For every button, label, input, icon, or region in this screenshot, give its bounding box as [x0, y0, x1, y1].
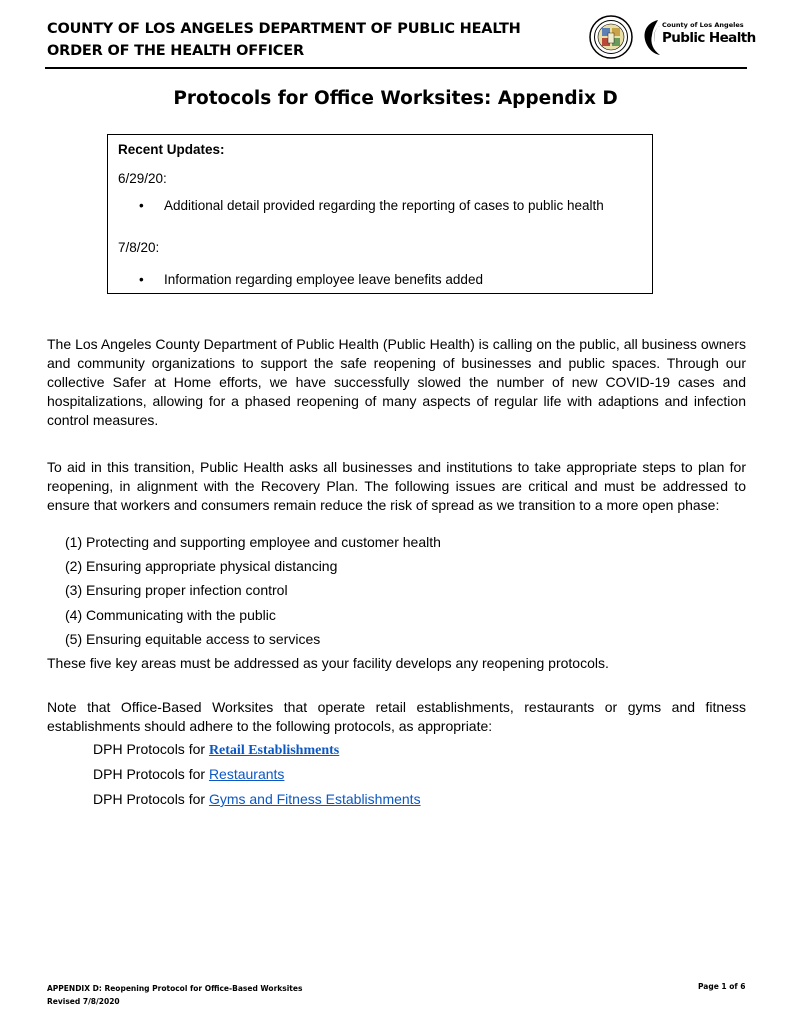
retail-establishments-link[interactable]: Retail Establishments — [208, 743, 340, 758]
protocol-line-restaurants — [93, 766, 284, 782]
protocol-prefix: DPH Protocols for — [93, 766, 209, 782]
header-line-2: ORDER OF THE HEALTH OFFICER — [47, 43, 304, 59]
transition-paragraph: To aid in this transition, Public Health asks all businesses and institutions to take appropriate steps to plan for reopening, in alignment with the Recovery Plan. The following issues are critical and must be addressed to ensure that workers and consumers remain reduce the risk of spread as we transition to a more open phase: — [47, 459, 746, 513]
footer-revised-date: Revised 7/8/2020 — [47, 997, 120, 1006]
restaurants-link[interactable]: Restaurants — [208, 766, 285, 782]
protocol-line-gyms — [93, 791, 421, 807]
footer-appendix-title: APPENDIX D: Reopening Protocol for Office-Based Worksites — [47, 984, 303, 993]
logo-public-health-text: Public Health — [662, 30, 756, 46]
header-line-1: COUNTY OF LOS ANGELES DEPARTMENT OF PUBLIC HEALTH — [47, 21, 521, 37]
page-title: Protocols for Office Worksites: Appendix D — [173, 88, 618, 109]
key-area-item: (5) Ensuring equitable access to services — [65, 631, 321, 647]
update-date: 7/8/20: — [118, 240, 160, 255]
update-date: 6/29/20: — [118, 171, 167, 186]
recent-updates-box — [107, 134, 653, 294]
page-number: Page 1 of 6 — [698, 982, 746, 991]
note-paragraph: Note that Office-Based Worksites that operate retail establishments, restaurants or gyms and fitness establishments should adhere to the following protocols, as appropriate: — [47, 699, 746, 734]
county-seal-icon — [589, 15, 633, 59]
key-area-item: (4) Communicating with the public — [65, 607, 276, 623]
update-bullet-text: Additional detail provided regarding the reporting of cases to public health — [164, 198, 604, 213]
key-area-item: (1) Protecting and supporting employee and customer health — [65, 534, 441, 550]
recent-updates-label: Recent Updates: — [118, 142, 225, 157]
protocol-line-retail — [93, 741, 339, 759]
logo-county-text: County of Los Angeles — [662, 21, 744, 29]
header-divider — [45, 67, 747, 69]
key-areas-sentence: These five key areas must be addressed as your facility develops any reopening protocols. — [47, 655, 609, 671]
key-area-item: (3) Ensuring proper infection control — [65, 582, 288, 598]
protocol-prefix: DPH Protocols for — [93, 791, 209, 807]
footer-left — [47, 982, 302, 1008]
bullet-icon: • — [139, 198, 144, 213]
update-bullet-text: Information regarding employee leave benefits added — [164, 272, 483, 287]
key-area-item: (2) Ensuring appropriate physical distancing — [65, 558, 338, 574]
protocol-prefix: DPH Protocols for — [93, 741, 209, 757]
public-health-mark-icon — [640, 17, 664, 57]
bullet-icon: • — [139, 272, 144, 287]
intro-paragraph: The Los Angeles County Department of Public Health (Public Health) is calling on the public, all business owners and community organizations to support the safe reopening of businesses and public spaces. Through our collective Safer at Home efforts, we have successfully slowed the number of new COVID-19 cases and hospitalizations, allowing for a phased reopening of many aspects of regular life with adaptions and infection control measures. — [47, 336, 746, 428]
gyms-fitness-link[interactable]: Gyms and Fitness Establishments — [208, 791, 421, 807]
document-header — [47, 18, 521, 62]
